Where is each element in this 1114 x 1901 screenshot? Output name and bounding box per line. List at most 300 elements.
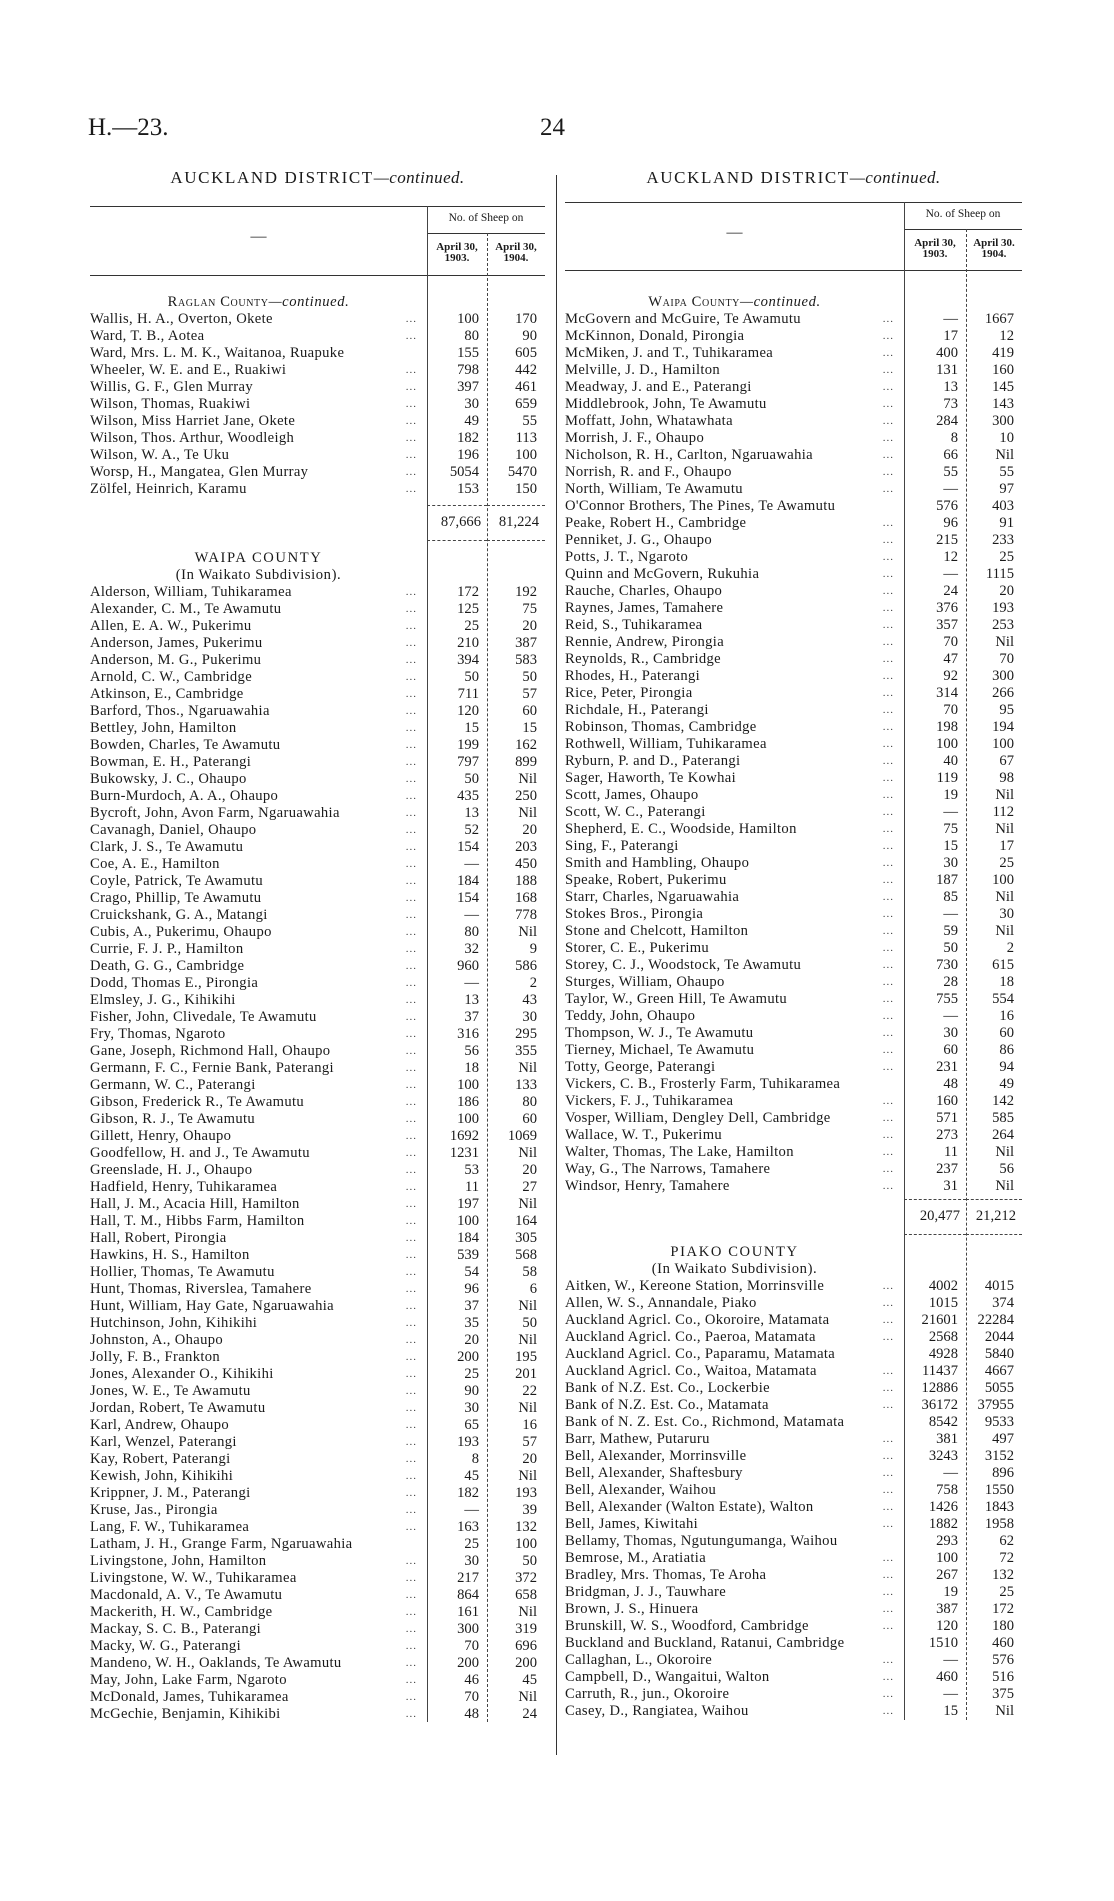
- owner-name: [90, 481, 427, 498]
- table-row: [565, 1397, 1022, 1414]
- leader-dots: ...: [882, 551, 894, 563]
- sheep-1903: 11: [464, 1178, 479, 1195]
- owner-name-text: Bell, Alexander, Morrinsville: [565, 1447, 747, 1464]
- table-row: [90, 1383, 545, 1400]
- owner-name: [565, 498, 904, 515]
- table-row: [90, 1485, 545, 1502]
- sheep-1903: 8542: [928, 1413, 958, 1430]
- sheep-1903: 85: [943, 889, 958, 905]
- sheep-1903: 30: [464, 1399, 479, 1416]
- county-heading: [90, 294, 427, 311]
- sheep-1903: 48: [464, 1705, 479, 1722]
- table-row: [90, 1281, 545, 1298]
- sheep-1903: 35: [464, 1314, 479, 1331]
- sheep-1904: Nil: [518, 1331, 537, 1348]
- owner-name-text: Vickers, C. B., Frosterly Farm, Tuhikaramea: [565, 1076, 841, 1092]
- owner-name: [565, 379, 904, 396]
- owner-name-text: Worsp, H., Mangatea, Glen Murray: [90, 463, 309, 480]
- sheep-1904: 160: [992, 362, 1014, 378]
- sheep-1903: 13: [464, 991, 479, 1008]
- sheep-1903: 30: [943, 855, 958, 871]
- sheep-1904: 659: [515, 395, 537, 412]
- owner-name: [565, 1312, 904, 1329]
- leader-dots: ...: [405, 1027, 417, 1040]
- sheep-1904: 70: [999, 651, 1014, 667]
- sheep-1904: 305: [515, 1229, 537, 1246]
- table-row: [565, 1414, 1022, 1431]
- sheep-1903: 125: [457, 600, 479, 617]
- sheep-1904: Nil: [518, 1399, 537, 1416]
- sheep-1904: 10: [999, 430, 1014, 446]
- owner-name: [565, 770, 904, 787]
- table-row: [90, 1689, 545, 1706]
- sheep-1904: 164: [515, 1212, 537, 1229]
- owner-name-text: Ward, T. B., Aotea: [90, 327, 205, 344]
- sheep-1903: 50: [943, 940, 958, 956]
- sheep-1903: 20: [464, 1331, 479, 1348]
- sheep-1903: 96: [943, 515, 958, 531]
- sheep-1904: 180: [992, 1617, 1014, 1634]
- sheep-1904: 1958: [984, 1515, 1014, 1532]
- owner-name-text: Macdonald, A. V., Te Awamutu: [90, 1586, 283, 1603]
- sheep-1903: 8: [471, 1450, 479, 1467]
- leader-dots: ...: [405, 1486, 417, 1499]
- owner-name: [90, 328, 427, 345]
- sheep-1903: 50: [464, 770, 479, 787]
- table-row: [90, 1621, 545, 1638]
- table-row: [565, 1567, 1022, 1584]
- table-row: [565, 1042, 1022, 1059]
- table-row: [90, 669, 545, 686]
- leader-dots: ...: [882, 1585, 894, 1598]
- owner-name-text: McGovern and McGuire, Te Awamutu: [565, 311, 801, 327]
- sheep-1903: 400: [936, 345, 958, 361]
- sheep-1904: Nil: [995, 1178, 1014, 1194]
- leader-dots: ...: [882, 1602, 894, 1615]
- leader-dots: ...: [405, 465, 417, 478]
- sheep-1903: 15: [464, 719, 479, 736]
- leader-dots: ...: [405, 1146, 417, 1159]
- table-row: [565, 1550, 1022, 1567]
- leader-dots: ...: [405, 1503, 417, 1516]
- owner-name: [565, 1635, 904, 1652]
- owner-name: [90, 1077, 427, 1094]
- owner-name-text: Ryburn, P. and D., Paterangi: [565, 753, 741, 769]
- sheep-1904: 162: [515, 736, 537, 753]
- table-row: [90, 1213, 545, 1230]
- sheep-1903: 96: [464, 1280, 479, 1297]
- leader-dots: ...: [405, 1078, 417, 1091]
- owner-name-text: Wheeler, W. E. and E., Ruakiwi: [90, 361, 287, 378]
- table-row: [565, 1278, 1022, 1295]
- table-row: [565, 549, 1022, 566]
- owner-name: [90, 413, 427, 430]
- sheep-1903: 186: [457, 1093, 479, 1110]
- leader-dots: ...: [405, 397, 417, 410]
- owner-name-text: Peake, Robert H., Cambridge: [565, 515, 747, 531]
- table-row: [90, 1247, 545, 1264]
- owner-name-text: Smith and Hambling, Ohaupo: [565, 855, 750, 871]
- column-header-1904: April 30, 1904.: [495, 241, 537, 264]
- table-row: [90, 805, 545, 822]
- owner-name-text: Bell, Alexander, Waihou: [565, 1481, 717, 1498]
- table-row: [90, 379, 545, 396]
- sheep-1904: 605: [515, 344, 537, 361]
- owner-name-text: Cavanagh, Daniel, Ohaupo: [90, 821, 257, 838]
- sheep-1904: 55: [999, 464, 1014, 480]
- owner-name-text: Burn-Murdoch, A. A., Ohaupo: [90, 787, 279, 804]
- owner-name-text: Barr, Mathew, Putaruru: [565, 1430, 710, 1447]
- sheep-1903: 53: [464, 1161, 479, 1178]
- owner-name-text: Jones, Alexander O., Kihikihi: [90, 1365, 274, 1382]
- owner-name-text: Wilson, Thomas, Ruakiwi: [90, 395, 251, 412]
- owner-name: [90, 839, 427, 856]
- owner-name: [565, 1127, 904, 1144]
- table-row: [565, 838, 1022, 855]
- sheep-1904: 27: [522, 1178, 537, 1195]
- leader-dots: ...: [882, 1432, 894, 1445]
- sheep-1903: 17: [943, 328, 958, 344]
- owner-name: [565, 566, 904, 583]
- sheep-1903: 119: [936, 770, 958, 786]
- owner-name: [90, 703, 427, 720]
- sheep-1904: 5470: [507, 463, 537, 480]
- sheep-1903: 92: [943, 668, 958, 684]
- column-title: [565, 168, 1022, 188]
- table-row: [90, 1570, 545, 1587]
- table-row: [565, 668, 1022, 685]
- sheep-1904: 20: [999, 583, 1014, 599]
- sheep-1903: 45: [464, 1467, 479, 1484]
- sheep-1904: 193: [515, 1484, 537, 1501]
- owner-name: [565, 1008, 904, 1025]
- owner-name-text: Totty, George, Paterangi: [565, 1059, 716, 1075]
- sheep-1904: 57: [522, 685, 537, 702]
- owner-name: [565, 804, 904, 821]
- leader-dots: ...: [405, 482, 417, 495]
- county-section: [565, 294, 1022, 1195]
- leader-dots: ...: [882, 653, 894, 665]
- leader-dots: ...: [405, 619, 417, 632]
- sheep-1903: 4002: [928, 1277, 958, 1294]
- leader-dots: ...: [882, 1704, 894, 1717]
- leader-dots: ...: [405, 329, 417, 342]
- leader-dots: ...: [405, 1197, 417, 1210]
- leader-dots: ...: [882, 1044, 894, 1056]
- sheep-1904: 192: [515, 583, 537, 600]
- table-row: [90, 1553, 545, 1570]
- owner-name-text: Crago, Phillip, Te Awamutu: [90, 889, 262, 906]
- owner-name: [90, 1485, 427, 1502]
- county-heading-suffix: —continued.: [268, 293, 350, 310]
- sheep-1903: 13: [464, 804, 479, 821]
- sheep-1903: 100: [457, 310, 479, 327]
- owner-name-text: Cruickshank, G. A., Matangi: [90, 906, 268, 923]
- owner-name-text: Vosper, William, Dengley Dell, Cambridge: [565, 1110, 831, 1126]
- leader-dots: ...: [882, 381, 894, 393]
- owner-name: [565, 872, 904, 889]
- table-row: [90, 771, 545, 788]
- sheep-1903: 66: [943, 447, 958, 463]
- owner-name-text: Willis, G. F., Glen Murray: [90, 378, 253, 395]
- leader-dots: ...: [882, 925, 894, 937]
- sheep-1903: —: [464, 974, 479, 991]
- owner-name-text: Rothwell, William, Tuhikaramea: [565, 736, 767, 752]
- table-row: [565, 1144, 1022, 1161]
- owner-name-text: Jones, W. E., Te Awamutu: [90, 1382, 251, 1399]
- sheep-1904: 195: [515, 1348, 537, 1365]
- sheep-1904: 300: [992, 668, 1014, 684]
- owner-name-text: Raynes, James, Tamahere: [565, 600, 724, 616]
- leader-dots: ...: [882, 534, 894, 546]
- table-row: [565, 770, 1022, 787]
- owner-name: [90, 1570, 427, 1587]
- owner-name: [90, 1315, 427, 1332]
- table-row: [565, 1295, 1022, 1312]
- owner-name: [90, 1451, 427, 1468]
- owner-name-text: Alderson, William, Tuhikaramea: [90, 583, 292, 600]
- county-total-row: [565, 1208, 1022, 1225]
- leader-dots: ...: [405, 1384, 417, 1397]
- owner-name-text: Rauche, Charles, Ohaupo: [565, 583, 723, 599]
- table-row: [90, 635, 545, 652]
- sheep-1904: 30: [999, 906, 1014, 922]
- sheep-1903: 131: [936, 362, 958, 378]
- table-row: [90, 345, 545, 362]
- owner-name-text: Currie, F. J. P., Hamilton: [90, 940, 244, 957]
- owner-name: [90, 1247, 427, 1264]
- owner-name: [565, 1431, 904, 1448]
- owner-name-text: Speake, Robert, Pukerimu: [565, 872, 727, 888]
- table-row: [565, 1025, 1022, 1042]
- name-column-header: —: [250, 228, 267, 245]
- owner-name: [565, 600, 904, 617]
- table-row: [565, 515, 1022, 532]
- table-row: [565, 1008, 1022, 1025]
- owner-name-text: Thompson, W. J., Te Awamutu: [565, 1025, 754, 1041]
- owner-name-text: Clark, J. S., Te Awamutu: [90, 838, 244, 855]
- table-row: [565, 634, 1022, 651]
- owner-name-text: McDonald, James, Tuhikaramea: [90, 1688, 289, 1705]
- sheep-1903: 11: [943, 1144, 958, 1160]
- sheep-1904: 168: [515, 889, 537, 906]
- sheep-1903: 864: [457, 1586, 479, 1603]
- owner-name: [90, 686, 427, 703]
- owner-name: [90, 1366, 427, 1383]
- sheep-1903: 155: [457, 344, 479, 361]
- sheep-1903: 80: [464, 923, 479, 940]
- leader-dots: ...: [882, 585, 894, 597]
- table-row: [565, 1346, 1022, 1363]
- owner-name-text: Fry, Thomas, Ngaroto: [90, 1025, 226, 1042]
- leader-dots: ...: [882, 1517, 894, 1530]
- leader-dots: ...: [405, 636, 417, 649]
- owner-name-text: Auckland Agricl. Co., Waitoa, Matamata: [565, 1362, 817, 1379]
- table-row: [565, 464, 1022, 481]
- owner-name: [565, 1295, 904, 1312]
- leader-dots: ...: [405, 704, 417, 717]
- sheep-1903: 12: [943, 549, 958, 565]
- county-heading: [90, 550, 427, 567]
- table-row: [90, 1196, 545, 1213]
- sheep-1903: 711: [457, 685, 479, 702]
- leader-dots: ...: [882, 483, 894, 495]
- sheep-1904: 5055: [984, 1379, 1014, 1396]
- owner-name: [90, 1213, 427, 1230]
- owner-name: [565, 1601, 904, 1618]
- table-row: [90, 1111, 545, 1128]
- sheep-1904: 132: [515, 1518, 537, 1535]
- county-name: WAIPA COUNTY: [194, 549, 323, 566]
- owner-name: [90, 1145, 427, 1162]
- sheep-1903: 4928: [928, 1345, 958, 1362]
- owner-name-text: Hall, J. M., Acacia Hill, Hamilton: [90, 1195, 300, 1212]
- owner-name-text: Auckland Agricl. Co., Paparamu, Matamata: [565, 1345, 836, 1362]
- owner-name: [565, 1516, 904, 1533]
- sheep-1904: 20: [522, 1450, 537, 1467]
- owner-name-text: Anderson, James, Pukerimu: [90, 634, 263, 651]
- leader-dots: ...: [405, 1605, 417, 1618]
- leader-dots: ...: [405, 1112, 417, 1125]
- table-row: [90, 1604, 545, 1621]
- owner-name-text: Windsor, Henry, Tamahere: [565, 1178, 730, 1194]
- sheep-1903: 73: [943, 396, 958, 412]
- owner-name-text: Wallace, W. T., Pukerimu: [565, 1127, 723, 1143]
- table-row: [565, 1448, 1022, 1465]
- owner-name: [90, 1264, 427, 1281]
- leader-dots: ...: [405, 942, 417, 955]
- sheep-1904: 778: [515, 906, 537, 923]
- owner-name-text: Auckland Agricl. Co., Paeroa, Matamata: [565, 1328, 816, 1345]
- sheep-1904: 150: [515, 480, 537, 497]
- sheep-1903: 11437: [922, 1362, 958, 1379]
- table-row: [90, 975, 545, 992]
- leader-dots: ...: [405, 1265, 417, 1278]
- owner-name-text: Allen, W. S., Annandale, Piako: [565, 1294, 757, 1311]
- sheep-1903: 3243: [928, 1447, 958, 1464]
- sheep-1904: 568: [515, 1246, 537, 1263]
- sheep-1904: 442: [515, 361, 537, 378]
- sheep-1904: 1843: [984, 1498, 1014, 1515]
- owner-name-text: Kay, Robert, Paterangi: [90, 1450, 231, 1467]
- sheep-1904: 91: [999, 515, 1014, 531]
- sheep-1903: 394: [457, 651, 479, 668]
- leader-dots: ...: [882, 1483, 894, 1496]
- table-row: [90, 1060, 545, 1077]
- sheep-1904: 25: [999, 855, 1014, 871]
- owner-name: [90, 362, 427, 379]
- owner-name-text: Mackay, S. C. B., Paterangi: [90, 1620, 262, 1637]
- sheep-1903: —: [943, 1685, 958, 1702]
- sheep-1904: 113: [515, 429, 537, 446]
- owner-name: [90, 1196, 427, 1213]
- sheep-1904: Nil: [518, 1297, 537, 1314]
- sheep-1903: 25: [464, 1365, 479, 1382]
- sheep-1903: 187: [936, 872, 958, 888]
- total-spacer: [565, 1208, 904, 1225]
- leader-dots: ...: [882, 789, 894, 801]
- table-row: [90, 720, 545, 737]
- total-1903: 20,477: [904, 1199, 966, 1235]
- sheep-1904: 17: [999, 838, 1014, 854]
- owner-name-text: Hadfield, Henry, Tuhikaramea: [90, 1178, 278, 1195]
- table-row: [565, 1584, 1022, 1601]
- sheep-1904: 203: [515, 838, 537, 855]
- sheep-1904: 58: [522, 1263, 537, 1280]
- sheep-1904: 100: [992, 872, 1014, 888]
- sheep-1904: 20: [522, 617, 537, 634]
- sheep-1903: —: [943, 481, 958, 497]
- owner-name: [90, 1332, 427, 1349]
- sheep-1904: 586: [515, 957, 537, 974]
- leader-dots: ...: [405, 1214, 417, 1227]
- owner-name: [565, 311, 904, 328]
- owner-name: [90, 941, 427, 958]
- owner-name-text: Krippner, J. M., Paterangi: [90, 1484, 251, 1501]
- sheep-1904: 25: [999, 549, 1014, 565]
- owner-name: [565, 1144, 904, 1161]
- sheep-1904: 375: [992, 1685, 1014, 1702]
- table-row: [565, 1093, 1022, 1110]
- owner-name-text: McMiken, J. and T., Tuhikaramea: [565, 345, 774, 361]
- owner-name-text: Campbell, D., Wangaitui, Walton: [565, 1668, 770, 1685]
- owner-name: [90, 345, 427, 362]
- column-header-1903: April 30, 1903.: [914, 237, 956, 260]
- sheep-1904: 15: [522, 719, 537, 736]
- owner-name: [90, 311, 427, 328]
- owner-name: [90, 1417, 427, 1434]
- owner-name-text: Bell, Alexander, Shaftesbury: [565, 1464, 743, 1481]
- leader-dots: ...: [405, 414, 417, 427]
- sheep-1903: 47: [943, 651, 958, 667]
- owner-name: [565, 906, 904, 923]
- owner-name-text: Brunskill, W. S., Woodford, Cambridge: [565, 1617, 809, 1634]
- leader-dots: ...: [405, 959, 417, 972]
- sheep-1903: 15: [943, 1702, 958, 1719]
- owner-name-text: Stokes Bros., Pirongia: [565, 906, 704, 922]
- owner-name: [565, 1093, 904, 1110]
- owner-name-text: Richdale, H., Paterangi: [565, 702, 709, 718]
- table-row: [90, 924, 545, 941]
- leader-dots: ...: [405, 823, 417, 836]
- table-row: [565, 906, 1022, 923]
- owner-name-text: Rhodes, H., Paterangi: [565, 668, 701, 684]
- sheep-1904: 9533: [984, 1413, 1014, 1430]
- total-spacer: [90, 514, 427, 531]
- table-row: [90, 1332, 545, 1349]
- sheep-1904: 94: [999, 1059, 1014, 1075]
- owner-name: [565, 1397, 904, 1414]
- sheep-1904: Nil: [518, 1059, 537, 1076]
- leader-dots: ...: [405, 1588, 417, 1601]
- table-row: [90, 1264, 545, 1281]
- sheep-1904: Nil: [518, 1688, 537, 1705]
- table-row: [565, 702, 1022, 719]
- sheep-1903: 70: [943, 634, 958, 650]
- table-row: [90, 1417, 545, 1434]
- table-row: [90, 1128, 545, 1145]
- owner-name-text: Hollier, Thomas, Te Awamutu: [90, 1263, 275, 1280]
- sheep-count-header: No. of Sheep on: [448, 212, 524, 224]
- owner-name: [90, 975, 427, 992]
- sheep-1903: 460: [936, 1668, 958, 1685]
- sheep-1904: 132: [992, 1566, 1014, 1583]
- sheep-1903: 758: [936, 1481, 958, 1498]
- county-section: [90, 294, 545, 498]
- leader-dots: ...: [405, 891, 417, 904]
- table-row: [90, 1179, 545, 1196]
- leader-dots: ...: [882, 1670, 894, 1683]
